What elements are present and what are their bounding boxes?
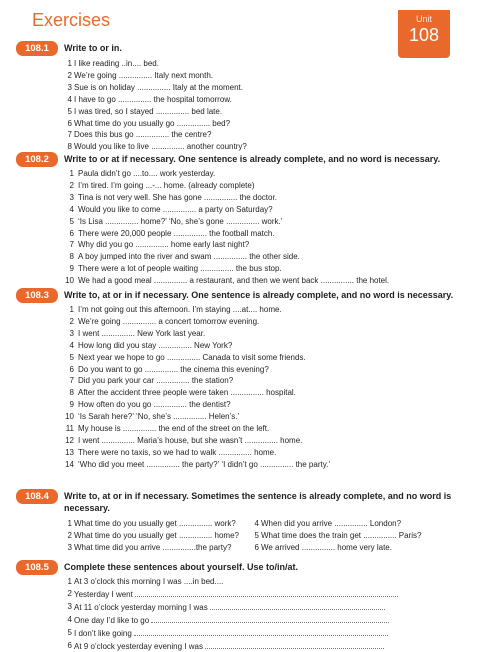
unit-number: 108 <box>408 25 440 45</box>
exercise-item <box>64 304 330 316</box>
exercise-item <box>64 216 389 228</box>
item-text: I don’t like going <box>74 628 132 638</box>
item-number: 4 <box>254 519 259 528</box>
exercise-item <box>64 542 239 554</box>
item-number: 2 <box>67 70 72 80</box>
item-text: At 9 o’clock yesterday evening I was <box>74 641 203 651</box>
item-number: 11 <box>65 424 74 434</box>
exercise-item <box>64 601 398 614</box>
item-text: I was tired, so I stayed ............... bed late. <box>74 106 223 116</box>
page-title: Exercises <box>32 10 111 30</box>
item-number: 3 <box>69 192 74 202</box>
exercise-badge: 108.1 <box>16 41 58 56</box>
item-number: 10 <box>65 276 74 286</box>
item-text: I have to go ............... the hospital tomorrow. <box>74 94 232 104</box>
item-number: 6 <box>69 364 74 374</box>
item-text: ‘Is Lisa ............... home?’ ‘No, she’s gone ............... work.’ <box>78 216 283 226</box>
item-text: Did you park your car ............... the station? <box>78 376 234 386</box>
answer-line[interactable] <box>210 601 385 610</box>
item-number: 6 <box>254 542 259 552</box>
item-text: What time does the train get ............... Paris? <box>260 530 422 540</box>
item-number: 7 <box>69 240 74 250</box>
item-text: I’m tired. I’m going ...-... home. (already complete) <box>78 180 255 190</box>
item-text: I went ............... Maria’s house, but she wasn’t ............... home. <box>78 435 303 445</box>
exercise-item <box>64 411 330 423</box>
item-text: Paula didn’t go ....to.... work yesterday. <box>78 169 216 178</box>
item-number: 2 <box>67 530 72 540</box>
item-number: 3 <box>67 542 72 552</box>
item-number: 5 <box>69 352 74 362</box>
item-number: 4 <box>67 614 72 624</box>
exercise-instruction: Write to, at or in if necessary. One sentence is already complete, and no word is necessary. <box>64 290 454 300</box>
exercise-item <box>64 118 247 130</box>
item-number: 1 <box>67 577 72 586</box>
item-number: 2 <box>67 588 72 598</box>
exercise-item <box>64 352 330 364</box>
item-text: We arrived ............... home very late. <box>260 542 392 552</box>
exercise-item <box>64 530 239 542</box>
item-number: 1 <box>69 305 74 314</box>
answer-line[interactable] <box>205 640 384 649</box>
item-number: 3 <box>69 328 74 338</box>
item-number: 5 <box>67 627 72 637</box>
item-number: 6 <box>69 228 74 238</box>
item-text: At 3 o’clock this morning I was ....in bed.... <box>74 577 224 586</box>
exercise-item <box>64 251 389 263</box>
item-number: 1 <box>69 169 74 178</box>
item-number: 4 <box>67 94 72 104</box>
exercise-item <box>64 141 247 153</box>
item-text: Would you like to live ............... another country? <box>74 142 247 152</box>
item-number: 5 <box>67 106 72 116</box>
exercise-instruction: Write to or at if necessary. One sentence is already complete, and no word is necessary. <box>64 154 441 164</box>
exercise-items <box>64 58 247 153</box>
exercise-item <box>64 364 330 376</box>
exercise-item <box>251 542 422 554</box>
exercise-items-right <box>251 518 422 554</box>
item-number: 12 <box>65 435 74 445</box>
item-text: There were 20,000 people ............... the football match. <box>78 228 275 238</box>
exercise-item <box>251 530 422 542</box>
item-text: After the accident three people were taken ............... hospital. <box>78 388 296 398</box>
item-text: How often do you go ............... the dentist? <box>78 400 231 410</box>
item-text: There were no taxis, so we had to walk ............... home. <box>78 447 277 457</box>
exercise-items <box>64 304 330 471</box>
exercise-item <box>64 263 389 275</box>
item-number: 7 <box>69 376 74 386</box>
item-text: Next year we hope to go ............... Canada to visit some friends. <box>78 352 306 362</box>
item-number: 8 <box>69 388 74 398</box>
exercise-instruction: Write to or in. <box>64 43 122 53</box>
exercise-instruction: Complete these sentences about yourself. Use to/in/at. <box>64 562 299 572</box>
exercise-item <box>64 82 247 94</box>
exercise-item <box>64 316 330 328</box>
answer-line[interactable] <box>135 588 398 597</box>
item-number: 5 <box>254 530 259 540</box>
item-text: ‘Who did you meet ............... the party?’ ‘I didn’t go ............... the party.’ <box>78 459 331 469</box>
exercise-items <box>64 168 389 287</box>
item-number: 6 <box>67 640 72 650</box>
exercise-item <box>64 168 389 180</box>
item-text: Does this bus go ............... the centre? <box>74 130 212 140</box>
exercise-instruction: Write to, at or in if necessary. Sometimes the sentence is already complete, and no word is necessary. <box>64 491 452 513</box>
item-number: 3 <box>67 82 72 92</box>
item-text: What time do you usually get ............... work? <box>74 519 236 528</box>
item-number: 14 <box>65 459 74 469</box>
item-number: 1 <box>67 519 72 528</box>
item-number: 9 <box>69 400 74 410</box>
exercise-item <box>64 640 398 652</box>
item-number: 7 <box>67 130 72 140</box>
exercise-item <box>64 70 247 82</box>
item-number: 3 <box>67 601 72 611</box>
item-number: 4 <box>69 340 74 350</box>
item-text: What time did you arrive ...............the party? <box>74 542 232 552</box>
exercise-item <box>64 588 398 601</box>
exercise-item <box>251 518 422 530</box>
item-text: There were a lot of people waiting ............... the bus stop. <box>78 264 282 274</box>
item-number: 10 <box>65 412 74 422</box>
exercise-item <box>64 228 389 240</box>
exercise-item <box>64 239 389 251</box>
exercise-item <box>64 328 330 340</box>
item-text: We had a good meal ............... a restaurant, and then we went back ............... the hotel. <box>78 276 390 286</box>
item-number: 4 <box>69 204 74 214</box>
item-text: Do you want to go ............... the cinema this evening? <box>78 364 269 374</box>
item-text: When did you arrive ............... London? <box>260 519 402 528</box>
exercise-item <box>64 447 330 459</box>
item-number: 1 <box>67 59 72 68</box>
item-text: Why did you go ............... home early last night? <box>78 240 250 250</box>
exercise-badge: 108.2 <box>16 152 58 167</box>
item-number: 8 <box>69 252 74 262</box>
item-text: Yesterday I went <box>74 589 133 599</box>
exercise-badge: 108.5 <box>16 560 58 575</box>
item-text: I like reading ..in.... bed. <box>74 59 159 68</box>
exercise-item <box>64 58 247 70</box>
item-number: 8 <box>67 142 72 152</box>
exercise-item <box>64 387 330 399</box>
exercise-item <box>64 204 389 216</box>
item-text: We’re going ............... a concert tomorrow evening. <box>78 316 260 326</box>
answer-line[interactable] <box>134 627 388 636</box>
item-text: What time do you usually get ............... home? <box>74 530 239 540</box>
exercise-item <box>64 576 398 588</box>
unit-label: Unit <box>415 14 432 24</box>
item-number: 9 <box>69 264 74 274</box>
item-number: 2 <box>69 316 74 326</box>
exercise-items-left <box>64 518 239 554</box>
exercise-item <box>64 435 330 447</box>
exercise-item <box>64 94 247 106</box>
item-text: One day I’d like to go <box>74 615 150 625</box>
exercise-items <box>64 576 398 652</box>
exercise-item <box>64 275 389 287</box>
exercise-item <box>64 627 398 640</box>
exercise-item <box>64 340 330 352</box>
answer-line[interactable] <box>151 614 389 623</box>
item-text: I went ............... New York last year. <box>78 328 206 338</box>
item-text: How long did you stay ............... New York? <box>78 340 233 350</box>
exercise-item <box>64 399 330 411</box>
exercise-item <box>64 423 330 435</box>
item-text: ‘Is Sarah here?’ ‘No, she’s ............... Helen’s.’ <box>78 412 240 422</box>
item-number: 13 <box>65 447 74 457</box>
item-text: I’m not going out this afternoon. I’m staying ....at.... home. <box>78 305 282 314</box>
item-text: A boy jumped into the river and swam ............... the other side. <box>78 252 300 262</box>
item-text: We’re going ............... Italy next month. <box>74 70 214 80</box>
exercise-columns <box>64 518 421 554</box>
exercise-item <box>64 129 247 141</box>
exercise-badge: 108.3 <box>16 288 58 303</box>
exercise-item <box>64 518 239 530</box>
exercise-item <box>64 375 330 387</box>
item-text: Sue is on holiday ............... Italy at the moment. <box>74 82 243 92</box>
item-text: What time do you usually go ............... bed? <box>74 118 231 128</box>
exercise-item <box>64 106 247 118</box>
item-number: 6 <box>67 118 72 128</box>
exercise-item <box>64 614 398 627</box>
item-text: My house is ............... the end of the street on the left. <box>78 424 270 434</box>
exercise-badge: 108.4 <box>16 489 58 504</box>
exercise-item <box>64 180 389 192</box>
exercise-item <box>64 192 389 204</box>
item-text: Tina is not very well. She has gone ............... the doctor. <box>78 192 277 202</box>
item-number: 2 <box>69 180 74 190</box>
item-number: 5 <box>69 216 74 226</box>
item-text: Would you like to come ............... a party on Saturday? <box>78 204 273 214</box>
item-text: At 11 o’clock yesterday morning I was <box>74 602 208 612</box>
exercise-item <box>64 459 330 471</box>
